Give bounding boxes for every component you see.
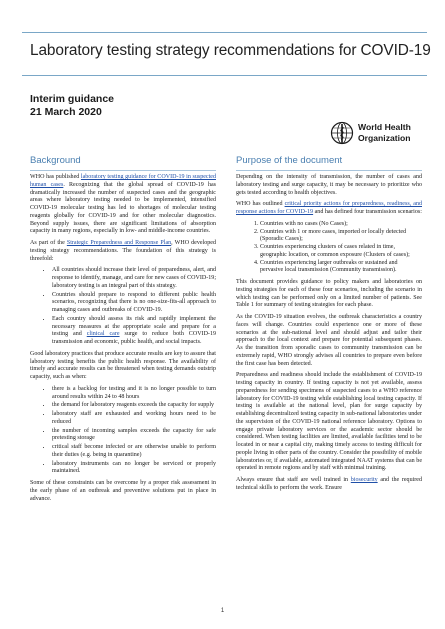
list-item: • there is a backlog for testing and it is no longer possible to turn around results within 24 to 48 hours bbox=[52, 386, 216, 402]
list-item: • laboratory staff are exhausted and working hours need to be reduced bbox=[52, 411, 216, 427]
list-item: • the demand for laboratory reagents exceeds the capacity for supply bbox=[52, 402, 216, 410]
clinical-care-link[interactable]: clinical care bbox=[86, 331, 120, 338]
text-span: and the required technical skills to perform the work. Ensure bbox=[236, 477, 422, 491]
constraints-bullet-list bbox=[30, 386, 216, 476]
left-column bbox=[30, 155, 216, 507]
list-item: 4. Countries experiencing larger outbreaks or sustained and pervasive local transmission (Community transmission). bbox=[260, 260, 422, 276]
who-wordmark-line1: World Health bbox=[358, 122, 411, 132]
purpose-paragraph-4: As the COVID-19 situation evolves, the outbreak characteristics a country faces will change. Countries could experience one or more of these scenarios at the sub-national level and should adjust and tailor their approach to the local context and prepare for potential subsequent phases. As the transition from sporadic cases to community transmission can be extremely rapid, WHO strongly advises all countries to prepare even before the first case has been detected. bbox=[236, 314, 422, 367]
who-logo bbox=[330, 121, 422, 147]
guidance-block bbox=[30, 93, 114, 119]
text-span: , WHO developed testing strategy recommendations. The foundation of this strategy is threefold: bbox=[30, 240, 217, 262]
text-span: WHO has outlined bbox=[236, 201, 285, 208]
right-column bbox=[236, 155, 422, 497]
purpose-paragraph-5: Preparedness and readiness should include the establishment of COVID-19 testing capacity in country. If testing capacity is not yet available, assess preparedness for sending specimens of suspected cases to a WHO reference laboratory for COVID-19 testing while establishing local testing capacity. If testing is available at the national level, plan for surge capacity by establishing decentralized testing capacity in sub-national laboratories under the supervision of the COVID-19 national reference laboratory. Options to engage private laboratory services or the academic sector should be considered. When testing facilities are limited, available facilities tend to be located in or near a capital city, making timely access to testing difficult for people living in other parts of the country. Consider the possibility of mobile laboratories or, if available, automated integrated NAAT systems that can be operated in remote regions and by staff with minimal training. bbox=[236, 372, 422, 472]
purpose-paragraph-3: This document provides guidance to policy makers and laboratories on testing strategies for each of these four scenarios, including the scenario in which testing can be performed only on a limited number of patients. See Table 1 for summary of testing strategies for each phase. bbox=[236, 279, 422, 309]
who-wordmark bbox=[358, 122, 411, 143]
list-item bbox=[52, 316, 216, 347]
strategy-bullet-list bbox=[30, 267, 216, 347]
background-paragraph-3: Good laboratory practices that produce accurate results are key to assure that laboratory testing benefits the public health response. The availability of timely and accurate results can be threatened when testing demands outstrip capacity, such as when: bbox=[30, 350, 216, 380]
text-span: As part of the bbox=[30, 240, 67, 246]
guidance-label: Interim guidance bbox=[30, 93, 115, 105]
background-paragraph-4: Some of these constraints can be overcome by a proper risk assessment in the early phase of an outbreak and preventive solutions put in place in advance. bbox=[30, 480, 216, 502]
list-item: • the number of incoming samples exceeds the capacity for safe pretesting storage bbox=[52, 428, 216, 444]
testing-guidance-link[interactable]: laboratory testing guidance for COVID-19 in suspected human cases bbox=[30, 174, 216, 188]
list-item: 3. Countries experiencing clusters of cases related in time, geographic location, or common exposure (Clusters of cases); bbox=[260, 244, 422, 260]
who-emblem-icon bbox=[330, 121, 354, 145]
page-number: 1 bbox=[220, 608, 225, 614]
text-span: Each country should assess its risk and rapidly implement the necessary measures at the appropriate scale and prepare for a testing and bbox=[52, 315, 216, 338]
purpose-paragraph-1: Depending on the intensity of transmission, the number of cases and laboratory testing and surge capacity, it may be necessary to prioritize who gets tested according to health objectives. bbox=[236, 174, 422, 196]
list-item: • laboratory instruments can no longer be serviced or properly maintained. bbox=[52, 461, 216, 477]
list-item: 2. Countries with 1 or more cases, imported or locally detected (Sporadic Cases); bbox=[260, 229, 422, 245]
background-heading: Background bbox=[30, 155, 216, 171]
list-item: • critical staff become infected or are otherwise unable to perform their duties (e.g. being in quarantine) bbox=[52, 444, 216, 460]
text-span: . Recognizing that the global spread of COVID-19 has dramatically increased the number of suspected cases and the geographic areas where laboratory testing needed to be implemented, intensified COVID-19 molecular testing has led to shortages of molecular testing reagents globally for COVID-19 and for other molecular diagnostics. Beyond supply issues, there are significant limitations of absorption capacity in many regions, especially in low- and middle-income countries. bbox=[30, 181, 217, 235]
who-wordmark-line2: Organization bbox=[358, 132, 411, 143]
text-span: and has defined four transmission scenarios: bbox=[313, 209, 422, 215]
text-span: Always ensure that staff are well trained in bbox=[236, 477, 351, 483]
guidance-date: 21 March 2020 bbox=[30, 106, 102, 118]
biosecurity-link[interactable]: biosecurity bbox=[350, 477, 378, 483]
purpose-heading: Purpose of the document bbox=[236, 155, 422, 171]
list-item: 1. Countries with no cases (No Cases); bbox=[260, 221, 422, 229]
background-paragraph-2 bbox=[30, 240, 216, 263]
priority-actions-link[interactable]: critical priority actions for preparedness, readiness, and response actions for COVID-19 bbox=[236, 201, 422, 215]
text-span: WHO has published bbox=[30, 174, 81, 180]
text-span: surge to reduce both COVID-19 transmission and economic, public health, and social impacts. bbox=[52, 331, 216, 345]
purpose-paragraph-6 bbox=[236, 477, 422, 493]
scenario-list bbox=[236, 221, 422, 275]
purpose-paragraph-2 bbox=[236, 201, 422, 217]
strategic-plan-link[interactable]: Strategic Preparedness and Response Plan bbox=[66, 240, 172, 246]
background-paragraph-1 bbox=[30, 174, 216, 236]
list-item: • All countries should increase their level of preparedness, alert, and response to identify, manage, and care for new cases of COVID-19; laboratory testing is an integral part of this strategy. bbox=[52, 267, 216, 290]
document-title: Laboratory testing strategy recommendations for COVID-19 bbox=[30, 42, 431, 59]
list-item: • Countries should prepare to respond to different public health scenarios, recognizing that there is no one-size-fits-all approach to managing cases and outbreaks of COVID-19. bbox=[52, 292, 216, 315]
